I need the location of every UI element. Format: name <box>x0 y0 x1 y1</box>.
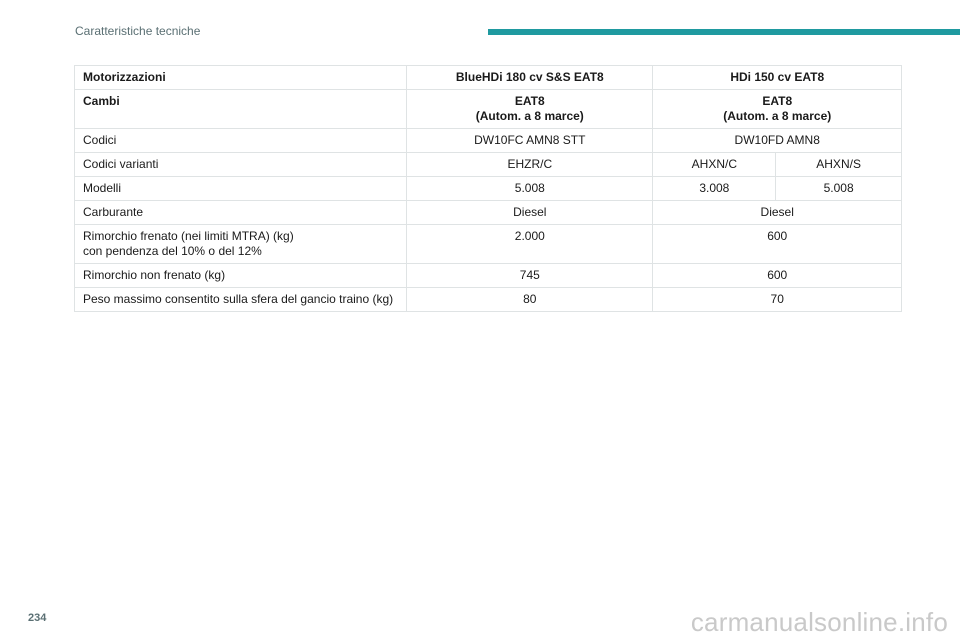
table-row <box>75 66 902 90</box>
cell-unbraked-trailer-b: 600 <box>653 264 902 288</box>
row-label-models: Modelli <box>75 177 407 201</box>
cell-towball-load-b: 70 <box>653 288 902 312</box>
cell-engine-a: BlueHDi 180 cv S&S EAT8 <box>407 66 653 90</box>
table-row <box>75 264 902 288</box>
cell-fuel-a: Diesel <box>407 201 653 225</box>
cell-variant-a: EHZR/C <box>407 153 653 177</box>
cell-fuel-b: Diesel <box>653 201 902 225</box>
row-label-variant-codes: Codici varianti <box>75 153 407 177</box>
row-label-fuel: Carburante <box>75 201 407 225</box>
cell-variant-b1: AHXN/C <box>653 153 776 177</box>
specs-table <box>74 65 902 312</box>
cell-codes-b: DW10FD AMN8 <box>653 129 902 153</box>
row-label-engines: Motorizzazioni <box>75 66 407 90</box>
cell-gearbox-a: EAT8 (Autom. a 8 marce) <box>407 90 653 129</box>
cell-towball-load-a: 80 <box>407 288 653 312</box>
page-number: 234 <box>28 612 47 624</box>
table-row <box>75 225 902 264</box>
cell-models-b2: 5.008 <box>776 177 902 201</box>
table-row <box>75 129 902 153</box>
table-row <box>75 90 902 129</box>
header-accent-bar <box>488 29 960 35</box>
row-label-braked-trailer: Rimorchio frenato (nei limiti MTRA) (kg) con pendenza del 10% o del 12% <box>75 225 407 264</box>
cell-models-a: 5.008 <box>407 177 653 201</box>
row-label-gearbox: Cambi <box>75 90 407 129</box>
cell-engine-b: HDi 150 cv EAT8 <box>653 66 902 90</box>
cell-codes-a: DW10FC AMN8 STT <box>407 129 653 153</box>
table-row <box>75 288 902 312</box>
table-row <box>75 177 902 201</box>
table-row <box>75 153 902 177</box>
table-row <box>75 201 902 225</box>
watermark: carmanualsonline.info <box>690 607 948 637</box>
section-title: Caratteristiche tecniche <box>75 24 201 38</box>
cell-gearbox-b: EAT8 (Autom. a 8 marce) <box>653 90 902 129</box>
cell-braked-trailer-a: 2.000 <box>407 225 653 264</box>
cell-models-b1: 3.008 <box>653 177 776 201</box>
cell-variant-b2: AHXN/S <box>776 153 902 177</box>
cell-unbraked-trailer-a: 745 <box>407 264 653 288</box>
row-label-unbraked-trailer: Rimorchio non frenato (kg) <box>75 264 407 288</box>
cell-braked-trailer-b: 600 <box>653 225 902 264</box>
row-label-codes: Codici <box>75 129 407 153</box>
row-label-towball-load: Peso massimo consentito sulla sfera del gancio traino (kg) <box>75 288 407 312</box>
